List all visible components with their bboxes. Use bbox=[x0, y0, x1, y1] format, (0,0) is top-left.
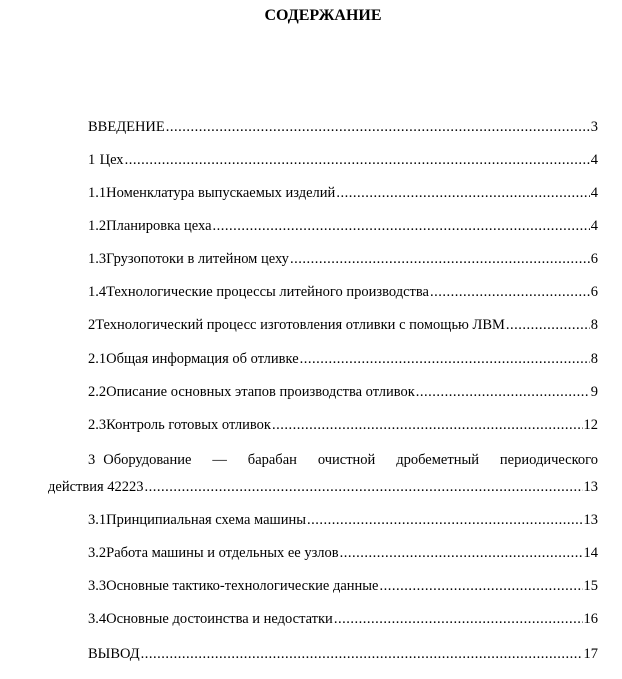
toc-entry-3-4[interactable] bbox=[88, 610, 598, 628]
toc-entry-text: Планировка цеха bbox=[106, 218, 212, 234]
toc-entry-text: Оборудование — барабан очистной дробеметный периодического bbox=[103, 452, 598, 468]
toc-entry-2[interactable] bbox=[88, 316, 598, 334]
toc-entry-number: 2 bbox=[88, 317, 96, 333]
toc-entry-number: 1.3 bbox=[88, 251, 107, 267]
toc-entry-1-4[interactable] bbox=[88, 283, 598, 301]
toc-entry-page: 4 bbox=[590, 185, 598, 201]
toc-entry-text: Основные тактико-технологические данные bbox=[106, 578, 379, 594]
toc-entry-page: 4 bbox=[590, 152, 598, 168]
toc-entry-number: 3.1 bbox=[88, 512, 107, 528]
toc-leader bbox=[307, 511, 583, 529]
toc-leader bbox=[213, 217, 590, 235]
toc-entry-page: 6 bbox=[590, 284, 598, 300]
toc-leader bbox=[145, 478, 583, 496]
toc-entry-number: 2.1 bbox=[88, 351, 107, 367]
toc-entry-number: 1.4 bbox=[88, 284, 107, 300]
toc-entry-2-2[interactable] bbox=[88, 383, 598, 401]
toc-entry-number: 3.3 bbox=[88, 578, 107, 594]
toc-entry-page: 3 bbox=[590, 119, 598, 135]
toc-leader bbox=[336, 184, 589, 202]
toc-entry-text: ВВЕДЕНИЕ bbox=[88, 119, 165, 135]
toc-entry-text: Цех bbox=[99, 152, 124, 168]
toc-entry-3-2[interactable] bbox=[88, 544, 598, 562]
toc-leader bbox=[166, 118, 590, 136]
toc-entry-number: 1.2 bbox=[88, 218, 107, 234]
toc-entry-conclusion[interactable] bbox=[88, 645, 598, 663]
toc-entry-page: 13 bbox=[583, 479, 598, 495]
toc-entry-number: 3.2 bbox=[88, 545, 107, 561]
toc-entry-text: Технологический процесс изготовления отливки с помощью ЛВМ bbox=[95, 317, 505, 333]
toc-entry-text: Работа машины и отдельных ее узлов bbox=[106, 545, 339, 561]
toc-entry-page: 15 bbox=[583, 578, 598, 594]
toc-entry-3-line2[interactable] bbox=[48, 478, 598, 496]
toc-entry-page: 9 bbox=[590, 384, 598, 400]
toc-entry-text: действия 42223 bbox=[48, 479, 144, 495]
toc-entry-number: 2.2 bbox=[88, 384, 107, 400]
toc-entry-text: Контроль готовых отливок bbox=[106, 417, 271, 433]
toc-leader bbox=[416, 383, 590, 401]
toc-entry-2-3[interactable] bbox=[88, 416, 598, 434]
toc-leader bbox=[125, 151, 590, 169]
toc-entry-page: 8 bbox=[590, 351, 598, 367]
toc-entry-1[interactable] bbox=[88, 151, 598, 169]
toc-entry-number: 3.4 bbox=[88, 611, 107, 627]
toc-entry-1-1[interactable] bbox=[88, 184, 598, 202]
toc-entry-text: ВЫВОД bbox=[88, 646, 140, 662]
toc-entry-number: 1.1 bbox=[88, 185, 107, 201]
toc-leader bbox=[300, 350, 590, 368]
toc-entry-page: 14 bbox=[583, 545, 598, 561]
toc-entry-page: 6 bbox=[590, 251, 598, 267]
toc-leader bbox=[340, 544, 583, 562]
toc-title: СОДЕРЖАНИЕ bbox=[264, 7, 382, 24]
toc-leader bbox=[272, 416, 583, 434]
toc-entry-text: Общая информация об отливке bbox=[106, 351, 299, 367]
toc-entry-text: Принципиальная схема машины bbox=[106, 512, 306, 528]
toc-entry-number: 2.3 bbox=[88, 417, 107, 433]
toc-entry-page: 17 bbox=[583, 646, 598, 662]
toc-entry-2-1[interactable] bbox=[88, 350, 598, 368]
toc-entry-page: 8 bbox=[590, 317, 598, 333]
toc-leader bbox=[290, 250, 590, 268]
toc-entry-1-3[interactable] bbox=[88, 250, 598, 268]
toc-entry-page: 12 bbox=[583, 417, 598, 433]
toc-entry-page: 16 bbox=[583, 611, 598, 627]
toc-entry-text: Технологические процессы литейного производства bbox=[106, 284, 429, 300]
toc-entry-text: Номенклатура выпускаемых изделий bbox=[106, 185, 336, 201]
toc-entry-1-2[interactable] bbox=[88, 217, 598, 235]
toc-entry-3-1[interactable] bbox=[88, 511, 598, 529]
toc-leader bbox=[334, 610, 583, 628]
toc-leader bbox=[506, 316, 590, 334]
toc-leader bbox=[379, 577, 582, 595]
toc-leader bbox=[141, 645, 583, 663]
toc-entry-page: 4 bbox=[590, 218, 598, 234]
toc-entry-number: 3 bbox=[88, 452, 96, 468]
toc-entry-text: Основные достоинства и недостатки bbox=[106, 611, 333, 627]
toc-entry-page: 13 bbox=[583, 512, 598, 528]
toc-leader bbox=[430, 283, 590, 301]
toc-entry-text: Грузопотоки в литейном цеху bbox=[106, 251, 289, 267]
toc-entry-number: 1 bbox=[88, 152, 96, 168]
toc-entry-text: Описание основных этапов производства отливок bbox=[106, 384, 415, 400]
toc-entry-3-3[interactable] bbox=[88, 577, 598, 595]
toc-entry-3-line1[interactable] bbox=[88, 451, 598, 469]
toc-entry-introduction[interactable] bbox=[88, 118, 598, 136]
